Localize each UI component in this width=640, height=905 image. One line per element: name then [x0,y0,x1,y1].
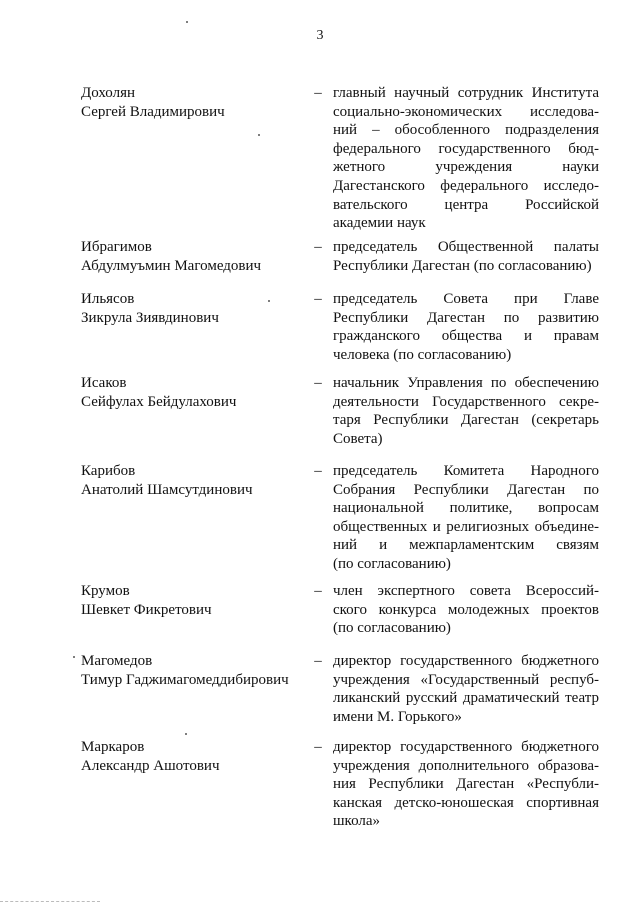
scan-speck [185,733,187,735]
position-line: начальник Управления по обеспечению [333,375,599,391]
position-line: председатель Совета при Главе [333,291,599,307]
member-position [333,290,599,364]
position-line: канская детско-юношеская спортивная [333,794,599,811]
position-line: директор государственного бюджетного [333,739,599,755]
member-surname: Исаков [81,375,127,391]
member-position [333,374,599,448]
member-name [81,84,311,121]
position-line: директор государственного бюджетного [333,653,599,669]
member-given-names: Тимур Гаджимагомеддибирович [81,671,289,688]
position-line: председатель Общественной палаты [333,239,599,255]
position-line: человека (по согласованию) [333,346,512,363]
member-surname: Ильясов [81,291,135,307]
position-line: Республики Дагестан (по согласованию) [333,257,592,274]
member-given-names: Сергей Владимирович [81,103,225,120]
scan-speck [268,300,270,302]
member-position [333,238,599,275]
position-line: общественных и религиозных объедине- [333,518,599,535]
member-surname: Дохолян [81,85,136,101]
entry-dash: – [314,583,322,599]
position-line: социально-экономических исследова- [333,103,599,120]
member-name [81,238,311,275]
member-position [333,738,599,831]
member-given-names: Зикрула Зиявдинович [81,309,219,326]
entry-dash: – [314,463,322,479]
position-line: гражданского общества и правам [333,328,599,345]
member-position [333,652,599,726]
member-surname: Крумов [81,583,130,599]
position-line: (по согласованию) [333,555,451,572]
entry-dash: – [314,653,322,669]
position-line: учреждения дополнительного образова- [333,757,599,774]
scan-edge-line [0,901,100,902]
member-given-names: Александр Ашотович [81,757,220,774]
member-name [81,582,311,619]
member-given-names: Анатолий Шамсутдинович [81,481,253,498]
entry-dash: – [314,239,322,255]
member-position [333,462,599,574]
position-line: Совета) [333,430,383,447]
member-surname: Маркаров [81,739,145,755]
entry-dash: – [314,85,322,101]
member-position [333,84,599,233]
page-number: 3 [316,28,324,43]
position-line: ний – обособленного подразделения [333,122,599,139]
entry-dash: – [314,291,322,307]
entry-dash: – [314,739,322,755]
position-line: член экспертного совета Всероссий- [333,583,599,599]
position-line: ликанский русский драматический театр [333,690,599,707]
member-name [81,374,311,411]
position-line: вательского центра Российской [333,196,599,213]
member-position [333,582,599,638]
position-line: Дагестанского федерального исследо- [333,177,599,194]
position-line: федерального государственного бюд- [333,140,599,157]
scan-speck [258,134,260,136]
member-name [81,652,311,689]
position-line: школа» [333,813,381,830]
position-line: имени М. Горького» [333,708,462,725]
position-line: (по согласованию) [333,620,451,637]
position-line: ния Республики Дагестан «Республи- [333,776,599,793]
member-name [81,290,311,327]
position-line: национальной политике, вопросам [333,500,599,517]
position-line: таря Республики Дагестан (секретарь [333,412,599,429]
position-line: жетного учреждения науки [333,159,599,176]
position-line: Собрания Республики Дагестан по [333,481,599,498]
scan-speck [73,656,75,658]
member-surname: Магомедов [81,653,153,669]
entry-dash: – [314,375,322,391]
member-surname: Карибов [81,463,136,479]
position-line: ского конкурса молодежных проектов [333,601,599,618]
position-line: академии наук [333,215,426,232]
position-line: Республики Дагестан по развитию [333,309,599,326]
position-line: главный научный сотрудник Института [333,85,599,101]
position-line: деятельности Государственного секре- [333,393,599,410]
position-line: ний и межпарламентским связям [333,537,599,554]
member-name [81,462,311,499]
member-name [81,738,311,775]
member-surname: Ибрагимов [81,239,152,255]
position-line: председатель Комитета Народного [333,463,599,479]
member-given-names: Абдулмуъмин Магомедович [81,257,262,274]
position-line: учреждения «Государственный респуб- [333,671,599,688]
member-given-names: Сейфулах Бейдулахович [81,393,237,410]
scan-speck [186,21,188,23]
member-given-names: Шевкет Фикретович [81,601,212,618]
